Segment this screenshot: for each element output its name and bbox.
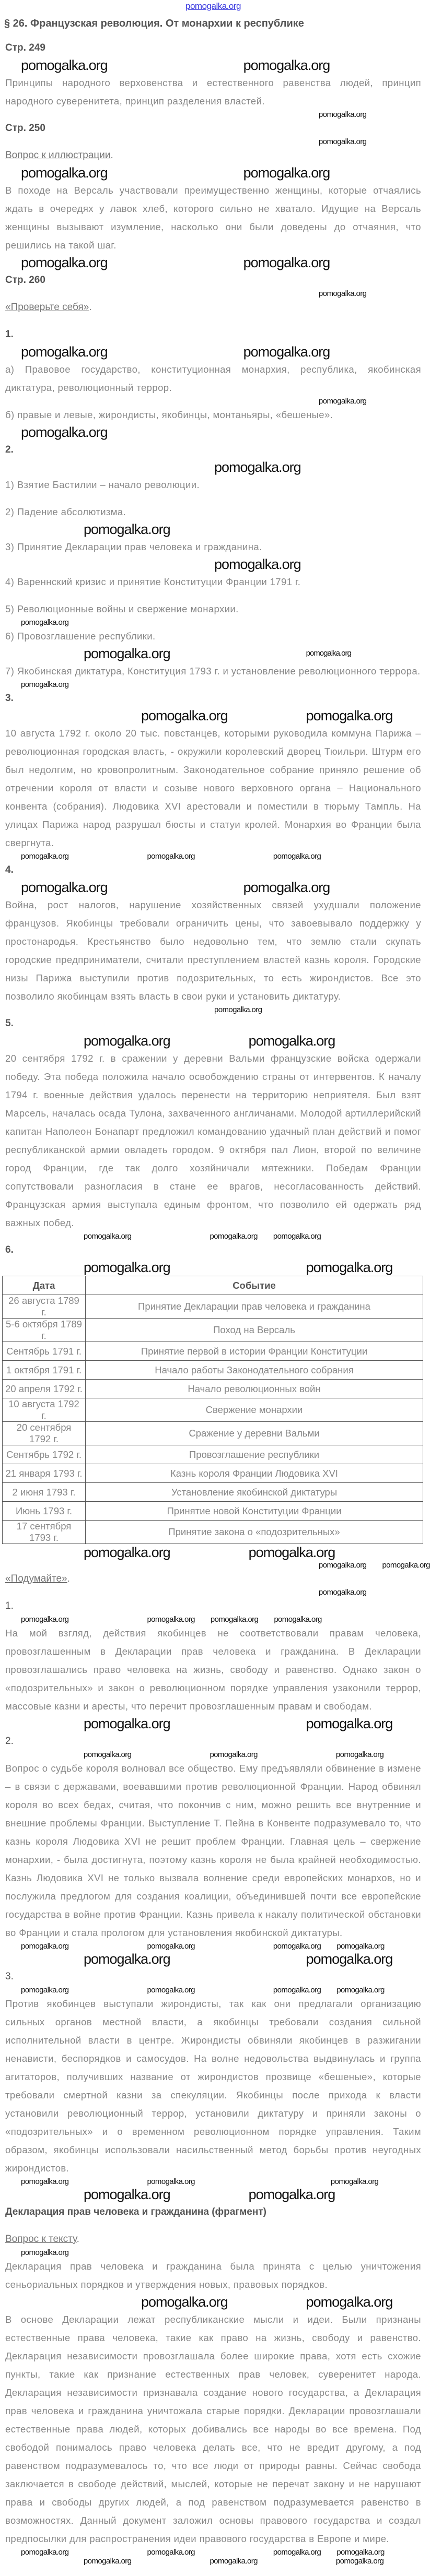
watermark: pomogalka.org: [84, 1951, 170, 1967]
check-yourself-label[interactable]: «Проверьте себя»: [5, 302, 89, 313]
table-row: [3, 1483, 423, 1502]
date-cell: 5-6 октября 1789 г.: [3, 1319, 86, 1342]
watermark: pomogalka.org: [319, 1588, 367, 1597]
event-cell: Начало работы Законодательного собрания: [86, 1361, 423, 1380]
watermark-row: [5, 591, 421, 600]
question-number: 1.: [5, 329, 14, 340]
page-title: § 26. Французская революция. От монархии к республике: [4, 18, 304, 29]
table-row: [3, 1502, 423, 1521]
date-cell: 1 октября 1791 г.: [3, 1361, 86, 1380]
watermark: pomogalka.org: [330, 2177, 379, 2186]
watermark-row: [5, 164, 421, 181]
question-number: 2.: [5, 444, 14, 455]
date-cell: Сентябрь 1792 г.: [3, 1445, 86, 1464]
watermark: pomogalka.org: [382, 1561, 430, 1570]
answer-text: Вопрос о судьбе короля волновал все общество. Ему предъявляли обвинение в измене – в связи с державами, воевавшими против революционной Франции. Народ обвинял короля во всех бедах, считая, что покончив с ним, можно решить все внутренние и внешние проблемы Франции. Выступление Т. Пейна в Конвенте подразумевало то, что казнь короля Людовика XVI не решит проблем Франции. Главная цель – свержение монархии, - была достигнута, поэтому казнь короля не была крайней необходимостью. Казнь Людовика XVI не только вызвала волнение среди европейских монархов, но и послужила предлогом для создания коалиции, объединившей почти все европейские государства в войне против Франции. Казнь привела к накалу политической обстановки во Франции и стала прологом для установления якобинской диктатуры.: [5, 1763, 421, 1938]
event-cell: Поход на Версаль: [86, 1319, 423, 1342]
page-heading-250: Стр. 250: [5, 123, 45, 134]
watermark: pomogalka.org: [243, 165, 330, 181]
watermark: pomogalka.org: [273, 1232, 321, 1241]
watermark: pomogalka.org: [214, 556, 301, 572]
watermark-row: [5, 289, 421, 298]
watermark-row: [5, 1615, 421, 1624]
watermark-row: [5, 879, 421, 896]
event-cell: Принятие Декларации прав человека и гражданина: [86, 1295, 423, 1319]
watermark-row: [5, 645, 421, 662]
watermark-row: [5, 1544, 421, 1561]
site-link[interactable]: pomogalka.org: [185, 1, 241, 11]
watermark-row: [5, 459, 421, 476]
watermark: pomogalka.org: [306, 1951, 393, 1967]
list-item: 1) Взятие Бастилии – начало революции.: [5, 479, 200, 490]
table-row: [3, 1521, 423, 1544]
event-cell: Свержение монархии: [86, 1398, 423, 1422]
watermark-row: [5, 316, 421, 325]
watermark-row: [5, 397, 421, 406]
watermark: pomogalka.org: [84, 646, 170, 661]
watermark-row: [5, 1750, 421, 1759]
watermark: pomogalka.org: [273, 852, 321, 861]
watermark-row: [5, 618, 421, 627]
watermark: pomogalka.org: [84, 1716, 170, 1731]
watermark-row: [5, 1951, 421, 1967]
watermark: pomogalka.org: [319, 397, 367, 406]
watermark: pomogalka.org: [336, 2548, 385, 2557]
watermark: pomogalka.org: [147, 2177, 195, 2186]
watermark-row: [5, 1561, 430, 1570]
watermark: pomogalka.org: [319, 1561, 367, 1570]
question-number: 2.: [5, 1736, 14, 1747]
column-header-event: Событие: [86, 1276, 423, 1295]
answer-text: Против якобинцев выступали жирондисты, так как они предлагали организацию сильных органов местной власти, а якобинцы требовали создания сильной исполнительной власти в центре. Жирондисты обвиняли якобинцев в разжигании ненависти, беспорядков и самосудов. На волне недовольства выдвинулась и группа агитаторов, получивших название от жирондистов прозвище «бешеные», которые требовали смертной казни за спекуляции. Якобинцы после прихода к власти установили революционный террор, установили диктатуру и приняли законы о «подозрительных» и о временном революционном порядке управления. Таким образом, якобинцы использовали насильственный метод борьбы против неугодных жирондистов.: [5, 1998, 421, 2174]
watermark: pomogalka.org: [21, 255, 108, 270]
event-cell: Казнь короля Франции Людовика XVI: [86, 1464, 423, 1483]
answer-249: Принципы народного верховенства и естественного равенства людей, принцип народного суверенитета, принцип разделения властей.: [5, 77, 421, 106]
watermark: pomogalka.org: [147, 2548, 195, 2557]
question-number: 4.: [5, 864, 14, 875]
date-cell: 10 августа 1792 г.: [3, 1398, 86, 1422]
answer-text: Декларация прав человека и гражданина была принята с целью уничтожения сеньориальных порядков и утверждения новых, правовых порядков.: [5, 2261, 421, 2290]
watermark: pomogalka.org: [319, 137, 367, 146]
watermark-row: [5, 424, 421, 441]
answer-text: Война, рост налогов, нарушение хозяйственных связей ухудшали положение французов. Якобинцы требовали ограничить цены, что завоевывало поддержку у простонародья. Крестьянство было недовольно тем, что землю стали скупать городские предприниматели, считали преступлением властей казнь короля. Городские низы Парижа выступили против подозрительных, то есть жирондистов. Все это позволило якобинцам взять власть в свои руки и установить диктатуру.: [5, 899, 421, 1002]
answer-text: 10 августа 1792 г. около 20 тыс. повстанцев, которыми руководила коммуна Парижа – революционная городская власть, - окружили королевский дворец Тюильри. Штурм его был недолгим, но кровопролитным. Законодательное собрание приняло решение об отречении короля от власти и созыве нового верховного органа – Национального конвента (собрания). Людовика XVI арестовали и поместили в тюрьму Тампль. На улицах Парижа народ разрушал бюсты и статуи кролей. Монархия во Франции была свергнута.: [5, 728, 421, 848]
table-row: [3, 1295, 423, 1319]
watermark: pomogalka.org: [306, 649, 351, 658]
table-row: [3, 1319, 423, 1342]
table-row: [3, 1422, 423, 1445]
watermark: pomogalka.org: [336, 1942, 385, 1951]
watermark-row: [5, 2186, 421, 2203]
declaration-heading: Декларация прав человека и гражданина (фрагмент): [5, 2206, 266, 2217]
date-cell: Июнь 1793 г.: [3, 1502, 86, 1521]
watermark: pomogalka.org: [210, 1750, 258, 1759]
watermark-row: [5, 852, 421, 861]
watermark: pomogalka.org: [335, 1750, 384, 1759]
watermark-row: [5, 343, 421, 360]
table-row: [3, 1361, 423, 1380]
watermark: pomogalka.org: [210, 1615, 259, 1624]
question-number: 6.: [5, 1244, 14, 1255]
watermark: pomogalka.org: [21, 1986, 69, 1995]
watermark: pomogalka.org: [21, 165, 108, 181]
watermark: pomogalka.org: [21, 344, 108, 360]
event-cell: Принятие первой в истории Франции Конституции: [86, 1342, 423, 1361]
table-header-row: [3, 1276, 423, 1295]
watermark-row: [5, 2548, 421, 2557]
watermark-row: [5, 1032, 421, 1049]
watermark: pomogalka.org: [147, 1986, 195, 1995]
watermark: pomogalka.org: [248, 2187, 335, 2202]
watermark: pomogalka.org: [147, 1615, 195, 1624]
watermark: pomogalka.org: [273, 2548, 321, 2557]
watermark-row: [5, 2248, 421, 2257]
event-cell: Принятие закона о «подозрительных»: [86, 1521, 423, 1544]
illustration-question-label[interactable]: Вопрос к иллюстрации: [5, 150, 111, 161]
answer-text: а) Правовое государство, конституционная монархия, республика, якобинская диктатура, революционный террор.: [5, 364, 421, 393]
watermark: pomogalka.org: [248, 1033, 335, 1049]
watermark: pomogalka.org: [243, 880, 330, 895]
date-cell: 21 января 1793 г.: [3, 1464, 86, 1483]
list-item: 7) Якобинская диктатура, Конституция 1793 г. и установление революционного террора.: [5, 666, 421, 676]
watermark: pomogalka.org: [21, 424, 108, 440]
check-yourself-link[interactable]: «Проверьте себя».: [5, 302, 92, 313]
watermark: pomogalka.org: [243, 255, 330, 270]
watermark: pomogalka.org: [306, 708, 393, 723]
watermark: pomogalka.org: [336, 1986, 385, 1995]
list-item: 5) Революционные войны и свержение монархии.: [5, 603, 239, 614]
event-cell: Начало революционных войн: [86, 1380, 423, 1398]
watermark: pomogalka.org: [248, 1545, 335, 1560]
watermark-row: [5, 110, 421, 119]
watermark: pomogalka.org: [21, 1615, 69, 1624]
watermark-row: [5, 137, 421, 146]
date-cell: 2 июня 1793 г.: [3, 1483, 86, 1502]
answer-text: 20 сентября 1792 г. в сражении у деревни Вальми французские войска одержали победу. Эта победа положила начало освобождению страны от интервентов. К началу 1794 г. военные действия удалось перенести на территорию неприятеля. Был взят Марсель, началась осада Тулона, захваченного англичанами. Молодой артиллерийский капитан Наполеон Бонапарт предложил командованию удачный план действий и помог республиканской армии овладеть городом. 9 октября пал Лион, второй по величине город Франции, где так долго хозяйничали мятежники. Победам Франции сопутствовали разногласия в стане ее врагов, несогласованность действий. Французская армия выступала единым фронтом, что позволило ей одержать ряд важных побед.: [5, 1053, 421, 1228]
date-cell: Сентябрь 1791 г.: [3, 1342, 86, 1361]
watermark-row: [5, 1232, 421, 1241]
watermark-row: [5, 57, 421, 74]
watermark: pomogalka.org: [243, 57, 330, 73]
watermark: pomogalka.org: [306, 1716, 393, 1731]
column-header-date: Дата: [3, 1276, 86, 1295]
watermark: pomogalka.org: [319, 110, 367, 119]
watermark: pomogalka.org: [84, 521, 170, 537]
watermark: pomogalka.org: [84, 2187, 170, 2202]
table-row: [3, 1380, 423, 1398]
watermark-row: [5, 1259, 421, 1276]
watermark-row: [5, 2557, 421, 2566]
watermark: pomogalka.org: [21, 680, 69, 689]
watermark: pomogalka.org: [84, 1750, 132, 1759]
text-question-label[interactable]: Вопрос к тексту: [5, 2234, 77, 2245]
watermark: pomogalka.org: [84, 1545, 170, 1560]
question-number: 1.: [5, 1600, 14, 1611]
watermark-row: [5, 521, 421, 538]
content: [5, 39, 430, 2566]
watermark: pomogalka.org: [84, 1033, 170, 1049]
watermark: pomogalka.org: [335, 2557, 384, 2566]
watermark: pomogalka.org: [274, 1615, 322, 1624]
table-row: [3, 1342, 423, 1361]
event-cell: Сражение у деревни Вальми: [86, 1422, 423, 1445]
watermark: pomogalka.org: [141, 2294, 228, 2310]
question-number: 5.: [5, 1018, 14, 1029]
list-item: 2) Падение абсолютизма.: [5, 506, 126, 517]
watermark: pomogalka.org: [319, 289, 367, 298]
watermark: pomogalka.org: [243, 344, 330, 360]
table-row: [3, 1464, 423, 1483]
watermark-row: [5, 2221, 421, 2230]
watermark: pomogalka.org: [214, 1005, 262, 1014]
watermark: pomogalka.org: [210, 2557, 258, 2566]
events-table: [2, 1276, 423, 1544]
list-item: 6) Провозглашение республики.: [5, 631, 156, 642]
watermark-row: [5, 1986, 421, 1995]
page-heading-260: Стр. 260: [5, 275, 45, 286]
watermark: pomogalka.org: [21, 1942, 69, 1951]
answer-text: На мой взгляд, действия якобинцев не соответствовали правам человека, провозглашенным в Декларации прав человека и гражданина. В Декларации провозглашались право человека на жизнь, свободу и равенство. Однако закон о «подозрительных» и закон о революционном порядке управления узаконили террор, массовые казни и аресты, что перечит провозглашенным правам и свободам.: [5, 1628, 421, 1712]
watermark: pomogalka.org: [147, 852, 195, 861]
question-number: 3.: [5, 1971, 14, 1982]
question-number: 3.: [5, 693, 14, 704]
watermark: pomogalka.org: [21, 2177, 69, 2186]
watermark: pomogalka.org: [21, 618, 69, 627]
watermark-row: [5, 1005, 421, 1014]
watermark-row: [5, 1588, 421, 1597]
text-question-link[interactable]: Вопрос к тексту.: [5, 2234, 79, 2245]
watermark-row: [5, 707, 421, 724]
date-cell: 26 августа 1789 г.: [3, 1295, 86, 1319]
date-cell: 20 апреля 1792 г.: [3, 1380, 86, 1398]
event-cell: Принятие новой Конституции Франции: [86, 1502, 423, 1521]
watermark-row: [5, 494, 421, 503]
watermark: pomogalka.org: [84, 1232, 132, 1241]
watermark: pomogalka.org: [21, 57, 108, 73]
answer-250: В походе на Версаль участвовали преимущественно женщины, которые отчаялись ждать в очередях у лавок хлеб, которого сильно не хватало. Идущие на Версаль женщины вызывают изумление, насколько они были доведены до отчаяния, что решились на такой шаг.: [5, 185, 421, 251]
list-item: 3) Принятие Декларации прав человека и гражданина.: [5, 541, 262, 552]
watermark-row: [5, 1715, 421, 1732]
answer-text: б) правые и левые, жирондисты, якобинцы, монтаньяры, «бешеные».: [5, 409, 333, 420]
watermark-row: [5, 556, 421, 573]
event-cell: Провозглашение республики: [86, 1445, 423, 1464]
watermark-row: [5, 2294, 421, 2310]
watermark: pomogalka.org: [273, 1986, 321, 1995]
date-cell: 20 сентября 1792 г.: [3, 1422, 86, 1445]
list-item: 4) Вареннский кризис и принятие Конституции Франции 1791 г.: [5, 576, 301, 587]
think-link[interactable]: «Подумайте».: [5, 1573, 70, 1584]
answer-text: В основе Декларации лежат республиканские мысли и идеи. Были признаны естественные права человека, такие как право на жизнь, свободу и равенство. Декларация независимости провозглашала более широкие права, хотя есть схожие пункты, такие как признание естественных прав человек, суверенитет народа. Декларация независимости признавала создание нового государства, а Декларация прав человека и гражданина уничтожала старые порядки. Декларации провозглашали естественные права людей, которых добивались все народы во все времена. Под свободой понималось право человека делать все, что не вредит другому, а под равенством подразумевалось то, что все люди от природы равны. Сейчас свобода заключается в свободе действий, мыслей, которые не перечат закону и не нарушают права и свободы других людей, а под равенством подразумевается равенство в возможностях. Данный документ заложил основы правового государства и создал предпосылки для распространения идеи правового государства в Европе и мире.: [5, 2314, 421, 2544]
watermark: pomogalka.org: [210, 1232, 258, 1241]
watermark-row: [5, 254, 421, 271]
illustration-question-link[interactable]: Вопрос к иллюстрации.: [5, 150, 113, 161]
watermark: pomogalka.org: [21, 852, 69, 861]
watermark: pomogalka.org: [21, 880, 108, 895]
watermark-row: [5, 680, 421, 689]
watermark: pomogalka.org: [306, 2294, 393, 2310]
think-label[interactable]: «Подумайте»: [5, 1573, 67, 1584]
watermark-row: [5, 2177, 421, 2186]
site-link-row: [0, 0, 426, 14]
watermark: pomogalka.org: [273, 1942, 321, 1951]
table-row: [3, 1445, 423, 1464]
page-heading-249: Стр. 249: [5, 42, 45, 53]
watermark: pomogalka.org: [84, 1260, 170, 1275]
watermark: pomogalka.org: [84, 2557, 132, 2566]
watermark: pomogalka.org: [141, 708, 228, 723]
event-cell: Установление якобинской диктатуры: [86, 1483, 423, 1502]
table-row: [3, 1398, 423, 1422]
watermark-row: [5, 1942, 421, 1951]
watermark: pomogalka.org: [147, 1942, 195, 1951]
date-cell: 17 сентября 1793 г.: [3, 1521, 86, 1544]
watermark: pomogalka.org: [306, 1260, 393, 1275]
watermark: pomogalka.org: [21, 2248, 69, 2257]
watermark: pomogalka.org: [21, 2548, 69, 2557]
watermark: pomogalka.org: [214, 459, 301, 475]
